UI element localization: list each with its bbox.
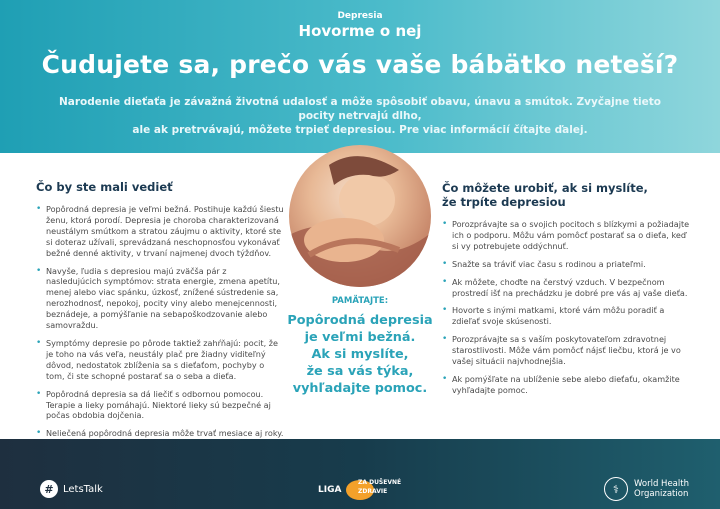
illustration-art [289,145,431,287]
right-list [442,219,692,396]
liga-text-2: ZDRAVIE [358,488,388,495]
series-title: Hovorme o nej [298,22,422,40]
remember-line-2: je veľmi bežná. [304,330,416,345]
list-item: • Symptómy depresie po pôrode taktiež zahŕňajú: pocit, že je toho na vás veľa, neustály plač pre žiadny viditeľný dôvod, nedostatok zblíženia sa s dieťaťom, pochyby o tom, či ste schopné postarať sa o seba a dieťa. [36,338,284,382]
lead-line-2: ale ak pretrvávajú, môžete trpieť depresiou. Pre viac informácií čítajte ďalej. [132,124,588,136]
who-line-1: World Health [634,479,689,489]
header-banner [0,0,720,153]
remember-line-5: vyhľadajte pomoc. [292,381,428,396]
remember-line-1: Popôrodná depresia [287,313,433,328]
list-item: • Snažte sa tráviť viac času s rodinou a priateľmi. [442,259,692,270]
list-item: • Porozprávajte sa o svojich pocitoch s blízkymi a požiadajte ich o podporu. Môžu vám pomôcť postarať sa o dieťa, keď si vy potrebujete oddýchnuť. [442,219,692,252]
mother-baby-illustration [289,145,431,287]
list-item: • Neliečená popôrodná depresia môže trvať mesiace aj roky. [36,428,284,450]
hashtag-icon: # [40,480,58,498]
list-item: • Ak môžete, choďte na čerstvý vzduch. V bezpečnom prostredí išť na prechádzku je dobré pre vás aj vaše dieťa. [442,277,692,299]
right-column [442,181,692,403]
kicker: Depresia [337,11,383,21]
list-item: • Navyše, ľudia s depresiou majú zväčša pár z nasledujúcich symptómov: strata energie, zmena apetítu, menej alebo viac spánku, úzkosť, znížené sústredenie sa, nerozhodnosť, nepokoj, pocity viny alebo menejcennosti, beznádeje, a pomýšľanie na sebapoškodzovanie alebo samovraždu. [36,266,284,331]
liga-word: LIGA [318,485,342,495]
right-title-line-1: Čo môžete urobiť, ak si myslíte, [442,181,648,195]
who-line-2: Organization [634,489,689,499]
letstalk-label: LetsTalk [63,483,103,495]
list-item: • Porozprávajte sa s vaším poskytovateľom zdravotnej starostlivosti. Môže vám pomôcť nájsť liečbu, ktorá je vo vašej situácii najvhodnejšia. [442,334,692,367]
left-column [36,180,284,457]
who-logo[interactable] [604,477,689,501]
list-item: • Popôrodná depresia sa dá liečiť s odbornou pomocou. Terapie a lieky pomáhajú. Niektoré lieky sú bezpečné aj počas obdobia dojčenia. [36,389,284,422]
who-emblem-icon: ⚕ [604,477,628,501]
liga-text-1: ZA DUŠEVNÉ [358,479,402,486]
remember-line-3: Ak si myslíte, [311,347,409,362]
right-column-title [442,181,692,209]
remember-message [280,312,440,397]
list-item: • Popôrodná depresia je veľmi bežná. Postihuje každú šiestu ženu, ktorá porodí. Depresia je choroba charakterizovaná neustálym smútkom a stratou záujmu o aktivity, ktoré ste si doteraz užívali, sprevádzaná neschopnosťou vykonávať bežné denné aktivity, v trvaní najmenej dvoch týždňov. [36,204,284,259]
list-item: • Ak pomýšľate na ublíženie sebe alebo dieťaťu, okamžite vyhľadajte pomoc. [442,374,692,396]
letstalk-badge[interactable] [40,479,103,499]
lead-text [40,95,680,137]
liga-logo-icon[interactable] [318,477,408,503]
list-item: • Hovorte s inými matkami, ktoré vám môžu poradiť a zdieľať svoje skúsenosti. [442,305,692,327]
left-column-title: Čo by ste mali vedieť [36,180,173,194]
left-list [36,204,284,450]
who-name [634,479,689,499]
remember-line-4: že sa vás týka, [306,364,414,379]
footer [0,439,720,509]
remember-label: PAMÄTAJTE: [331,296,389,306]
lead-line-1: Narodenie dieťaťa je závažná životná udalosť a môže spôsobiť obavu, únavu a smútok. Zvyčajne tieto pocity netrvajú dlho, [58,96,661,122]
right-title-line-2: že trpíte depresiou [442,195,566,209]
headline: Čudujete sa, prečo vás vaše bábätko neteší? [41,50,679,79]
